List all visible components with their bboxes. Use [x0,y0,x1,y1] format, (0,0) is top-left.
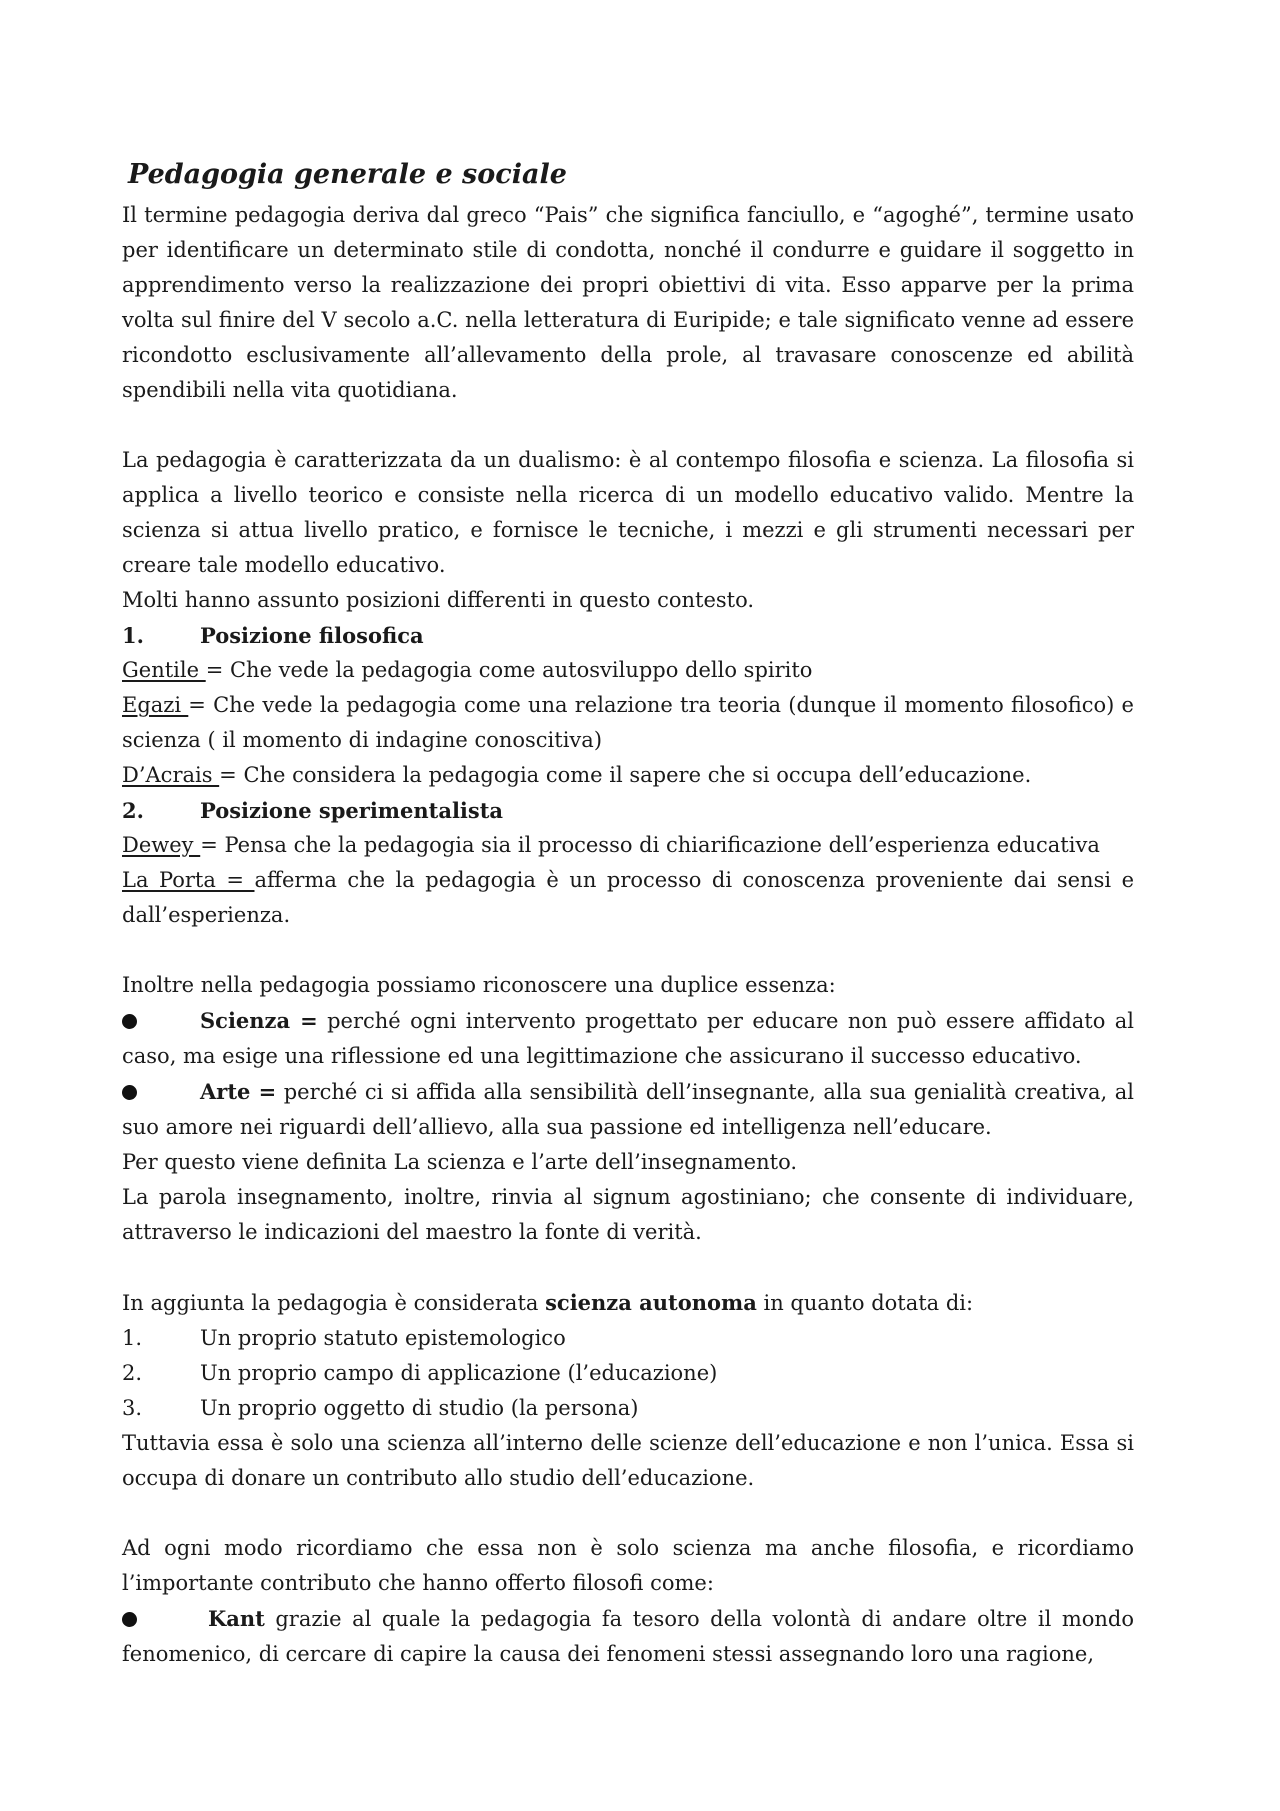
paragraph-dualism: La pedagogia è caratterizzata da un dualismo: è al contempo filosofia e scienza. La filosofia si applica a livello teorico e consiste nella ricerca di un modello educativo valido. Mentre la scienza si attua livello pratico, e fornisce le tecniche, i mezzi e gli strumenti necessari per creare tale modello educativo. [122,448,1134,577]
paragraph-positions-intro: Molti hanno assunto posizioni differenti in questo contesto. [122,588,755,612]
spacer [122,1250,1134,1285]
heading-position-2 [122,793,1134,828]
spacer [122,933,1134,968]
author-name: Egazi [122,693,189,717]
list-text: Un proprio statuto epistemologico [200,1326,566,1350]
bold-term: scienza autonoma [545,1290,757,1315]
paragraph-definition: Per questo viene definita La scienza e l’arte dell’insegnamento. [122,1150,798,1174]
heading-label: Posizione filosofica [200,623,424,648]
paragraph-philosophers: Ad ogni modo ricordiamo che essa non è solo scienza ma anche filosofia, e ricordiamo l’importante contributo che hanno offerto filosofi come: [122,1536,1134,1595]
bullet-scienza [122,1003,1134,1074]
entry-text: = Che considera la pedagogia come il sapere che si occupa dell’educazione. [219,763,1032,787]
list-number: 1. [122,1326,143,1350]
spacer [122,408,1134,443]
bullet-dot-icon [122,1085,137,1100]
list-text: Un proprio campo di applicazione (l’educazione) [200,1361,718,1385]
paragraph-signum: La parola insegnamento, inoltre, rinvia al signum agostiniano; che consente di individuare, attraverso le indicazioni del maestro la fonte di verità. [122,1185,1134,1244]
list-number: 2. [122,1361,143,1385]
paragraph-however: Tuttavia essa è solo una scienza all’interno delle scienze dell’educazione e non l’unica. Essa si occupa di donare un contributo allo studio dell’educazione. [122,1431,1134,1490]
entry-text: = Che vede la pedagogia come una relazione tra teoria (dunque il momento filosofico) e scienza ( il momento di indagine conoscitiva) [122,693,1134,752]
text-segment: In aggiunta la pedagogia è considerata [122,1291,546,1315]
bullet-text: perché ci si affida alla sensibilità dell’insegnante, alla sua genialità creativa, al suo amore nei riguardi dell’allievo, alla sua passione ed intelligenza nell’educare. [122,1080,1134,1139]
bullet-dot-icon [122,1014,137,1029]
bullet-arte [122,1074,1134,1145]
entry-text: = Che vede la pedagogia come autosviluppo dello spirito [205,658,813,682]
paragraph-essence-intro: Inoltre nella pedagogia possiamo riconoscere una duplice essenza: [122,973,836,997]
entry-gentile [122,653,1134,688]
entry-text: afferma che la pedagogia è un processo di conoscenza proveniente dai sensi e dall’esperienza. [122,868,1135,927]
list-item [122,1391,1134,1426]
bullet-dot-icon [122,1612,137,1627]
author-name: Dewey [122,833,201,857]
entry-dacrais [122,758,1134,793]
author-name: La Porta = [122,868,255,892]
document-title: Pedagogia generale e sociale [128,159,567,190]
heading-position-1 [122,618,1134,653]
entry-laporta [122,863,1134,933]
entry-text: = Pensa che la pedagogia sia il processo di chiarificazione dell’esperienza educativa [200,833,1100,857]
list-item [122,1321,1134,1356]
bullet-label: Scienza = [200,1008,318,1033]
list-number: 2. [122,798,144,823]
spacer [122,1496,1134,1531]
bullet-text: grazie al quale la pedagogia fa tesoro della volontà di andare oltre il mondo fenomenico, di cercare di capire la causa dei fenomeni stessi assegnando loro una ragione, [122,1607,1134,1666]
bullet-kant [122,1601,1134,1672]
entry-dewey [122,828,1134,863]
text-segment: in quanto dotata di: [756,1291,974,1315]
list-number: 1. [122,623,144,648]
list-item [122,1356,1134,1391]
paragraph-etymology: Il termine pedagogia deriva dal greco “Pais” che significa fanciullo, e “agoghé”, termine usato per identificare un determinato stile di condotta, nonché il condurre e guidare il soggetto in apprendimento verso la realizzazione dei propri obiettivi di vita. Esso apparve per la prima volta sul finire del V secolo a.C. nella letteratura di Euripide; e tale significato venne ad essere ricondotto esclusivamente all’allevamento della prole, al travasare conoscenze ed abilità spendibili nella vita quotidiana. [122,203,1134,402]
list-text: Un proprio oggetto di studio (la persona) [200,1396,639,1420]
bullet-label: Arte = [200,1079,277,1104]
author-name: Gentile [122,658,206,682]
bullet-label: Kant [208,1606,265,1631]
paragraph-autonomous [122,1285,1134,1321]
entry-egazi [122,688,1134,758]
document-page [122,156,1134,1672]
list-number: 3. [122,1396,143,1420]
heading-label: Posizione sperimentalista [200,798,504,823]
author-name: D’Acrais [122,763,220,787]
bullet-text: perché ogni intervento progettato per educare non può essere affidato al caso, ma esige una riflessione ed una legittimazione che assicurano il successo educativo. [122,1009,1134,1068]
